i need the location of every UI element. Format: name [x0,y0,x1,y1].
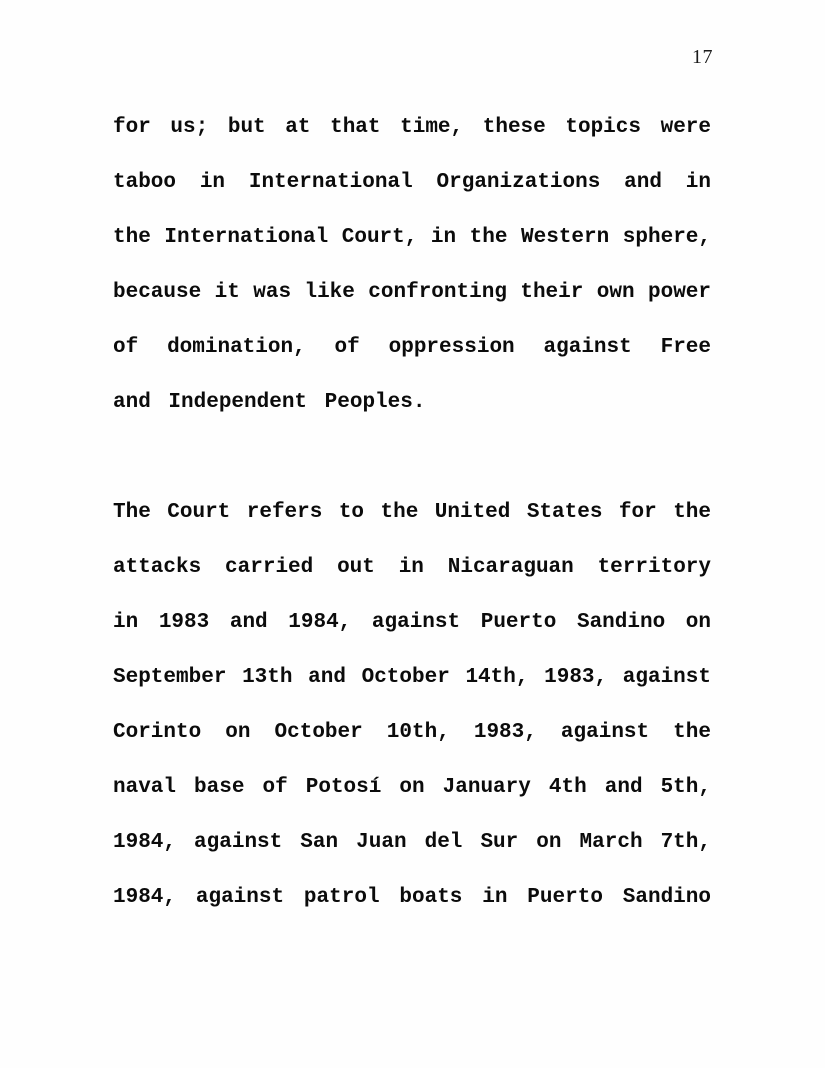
text-line: of domination, of oppression against Free [113,336,711,359]
text-line: attacks carried out in Nicaraguan territory [113,556,711,579]
body-text [113,100,711,980]
text-line: 1984, against San Juan del Sur on March 7th, [113,831,711,854]
text-line: taboo in International Organizations and in [113,171,711,194]
text-line: naval base of Potosí on January 4th and 5th, [113,776,711,799]
text-line: and Independent Peoples. [113,391,426,414]
page-number: 17 [692,46,713,68]
text-line: for us; but at that time, these topics were [113,116,711,139]
text-line: in 1983 and 1984, against Puerto Sandino on [113,611,711,634]
text-line: 1984, against patrol boats in Puerto Sandino [113,886,711,909]
paragraph-1 [113,100,711,430]
text-line: because it was like confronting their own power [113,281,711,304]
text-line: September 13th and October 14th, 1983, against [113,666,711,689]
text-line: Corinto on October 10th, 1983, against the [113,721,711,744]
text-line: The Court refers to the United States for the [113,501,711,524]
text-line: the International Court, in the Western sphere, [113,226,711,249]
paragraph-2 [113,485,711,925]
